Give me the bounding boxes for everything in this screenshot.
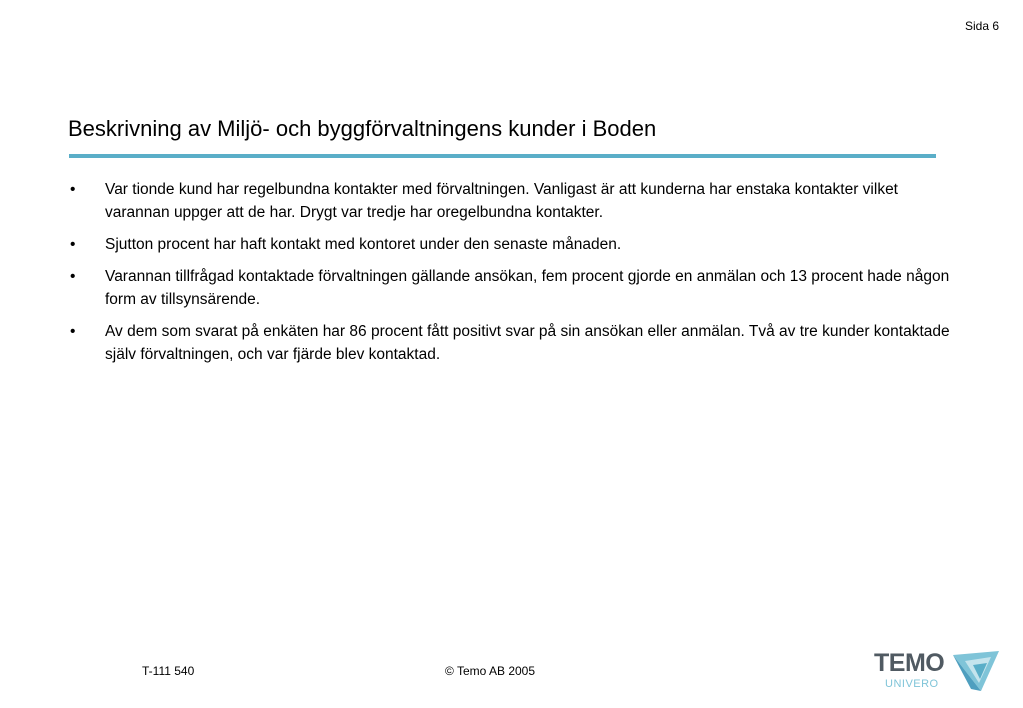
title-divider <box>69 154 936 158</box>
copyright-notice: © Temo AB 2005 <box>445 664 536 678</box>
bullet-item <box>68 233 958 256</box>
bullet-marker: • <box>70 323 76 340</box>
page-number: Sida 6 <box>964 19 999 33</box>
temo-logo <box>871 645 1003 695</box>
bullet-text: Av dem som svarat på enkäten har 86 procent fått positivt svar på sin ansökan eller anmälan. Två av tre kunder kontaktade själv förvaltningen, och var fjärde blev kontaktad. <box>105 323 950 363</box>
bullet-item <box>68 265 958 311</box>
bullet-marker: • <box>70 268 76 285</box>
bullet-text: Varannan tillfrågad kontaktade förvaltningen gällande ansökan, fem procent gjorde en anmälan och 13 procent hade någon form av tillsynsärende. <box>105 268 950 308</box>
temo-triangle-logo-icon <box>951 649 1001 693</box>
bullet-marker: • <box>70 181 76 198</box>
logo-subtitle: UNIVERO <box>885 678 939 690</box>
bullet-list <box>68 178 958 375</box>
bullet-text: Var tionde kund har regelbundna kontakter med förvaltningen. Vanligast är att kunderna har enstaka kontakter vilket varannan uppger att de har. Drygt var tredje har oregelbundna kontakter. <box>105 181 898 221</box>
document-code: T-111 540 <box>142 664 195 678</box>
bullet-text: Sjutton procent har haft kontakt med kontoret under den senaste månaden. <box>105 236 622 253</box>
logo-wordmark: TEMO <box>874 649 945 677</box>
bullet-marker: • <box>70 236 76 253</box>
bullet-item <box>68 320 958 366</box>
bullet-item <box>68 178 958 224</box>
slide-title: Beskrivning av Miljö- och byggförvaltningens kunder i Boden <box>68 116 657 141</box>
